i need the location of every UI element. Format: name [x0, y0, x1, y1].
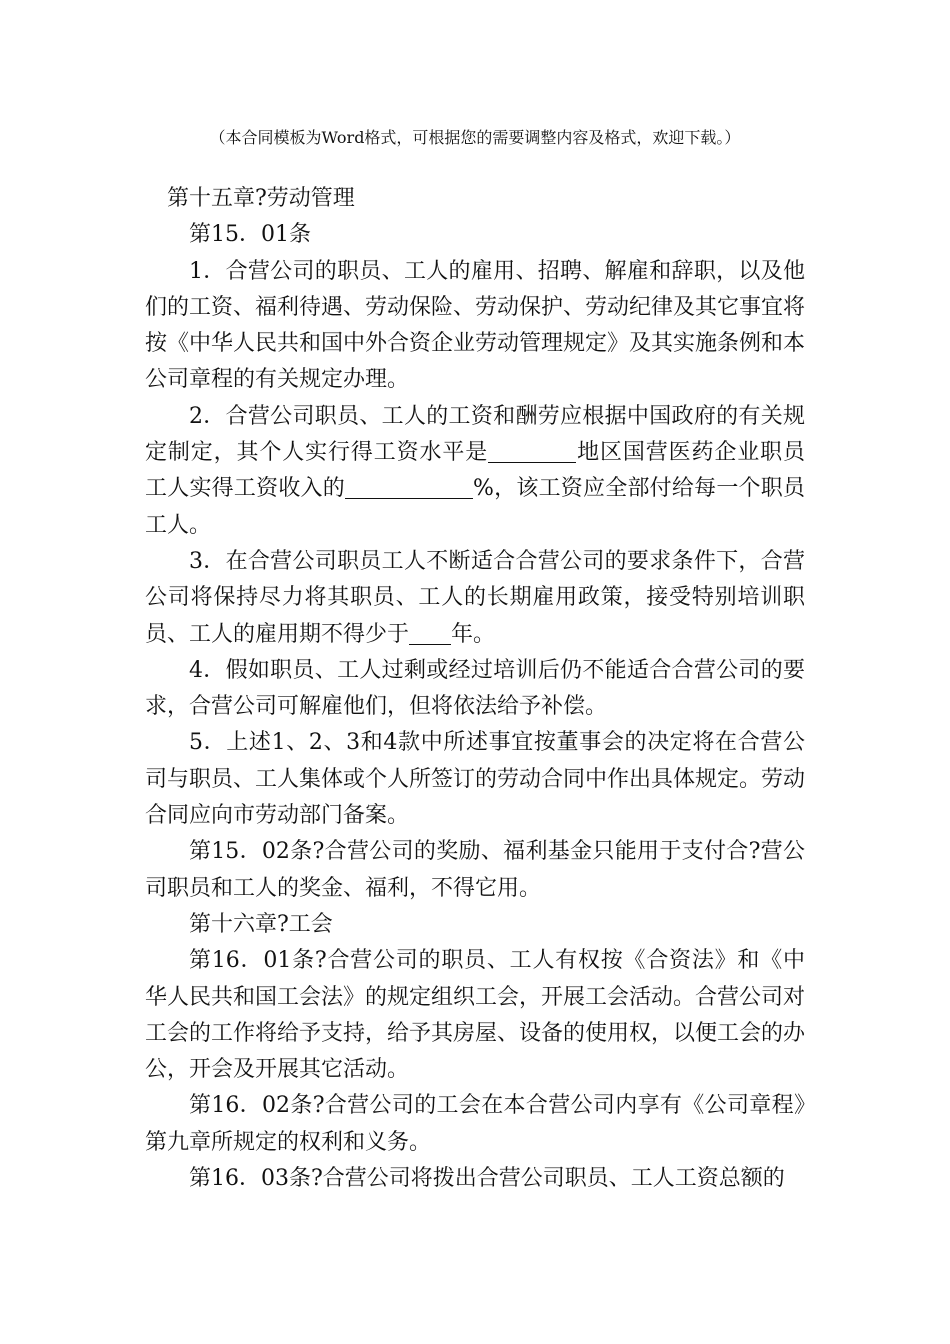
article-15-02: 第15．02条?合营公司的奖励、福利基金只能用于支付合?营公司职员和工人的奖金、福利，不得它用。	[145, 839, 805, 901]
blank-years-field[interactable]	[409, 622, 451, 645]
item-2-text-a: 2．合营公司职员、工人的工资和酬劳应根据中国政府的有关规定制定，其个人实行得工资水平是	[145, 403, 805, 466]
article-16-02: 第16．02条?合营公司的工会在本合营公司内享有《公司章程》第九章所规定的权利和义务。	[145, 1093, 805, 1155]
chapter-16-title: 第十六章?工会	[189, 911, 333, 937]
blank-percent-field[interactable]	[345, 476, 473, 499]
item-3-text-a: 3．在合营公司职员工人不断适合合营公司的要求条件下，合营公司将保持尽力将其职员、工人的长期雇用政策，接受特别培训职员、工人的雇用期不得少于	[145, 548, 805, 647]
article-15-01-heading: 第15．01条	[189, 222, 311, 248]
item-3-text-b: 年。	[451, 621, 496, 647]
article-15-01-item-4: 4．假如职员、工人过剩或经过培训后仍不能适合合营公司的要求，合营公司可解雇他们，但将依法给予补偿。	[145, 657, 805, 720]
article-15-01-item-2	[145, 399, 805, 544]
article-16-03: 第16．03条?合营公司将拨出合营公司职员、工人工资总额的	[189, 1166, 785, 1192]
item-2-text-c: %，该工资应全部付给每一个职员工人。	[145, 476, 805, 538]
template-note: （本合同模板为Word格式，可根据您的需要调整内容及格式，欢迎下载。）	[209, 128, 741, 147]
article-15-01-item-5: 5．上述1、2、3和4款中所述事宜按董事会的决定将在合营公司与职员、工人集体或个人所签订的劳动合同中作出具体规定。劳动合同应向市劳动部门备案。	[145, 730, 806, 829]
blank-region-field[interactable]	[488, 440, 576, 463]
article-16-01: 第16．01条?合营公司的职员、工人有权按《合资法》和《中华人民共和国工会法》的规定组织工会，开展工会活动。合营公司对工会的工作将给予支持，给予其房屋、设备的使用权，以便工会的办公，开会及开展其它活动。	[145, 948, 806, 1083]
contract-body	[145, 181, 805, 1197]
item-2-text-b: 地区国营医药企业职员工人实得工资收入的	[145, 440, 805, 502]
article-15-01-item-1: 1．合营公司的职员、工人的雇用、招聘、解雇和辞职，以及他们的工资、福利待遇、劳动保险、劳动保护、劳动纪律及其它事宜将按《中华人民共和国中外合资企业劳动管理规定》及其实施条例和本公司章程的有关规定办理。	[145, 258, 806, 393]
chapter-15-title: 第十五章?劳动管理	[167, 186, 355, 211]
article-15-01-item-3	[145, 544, 805, 653]
